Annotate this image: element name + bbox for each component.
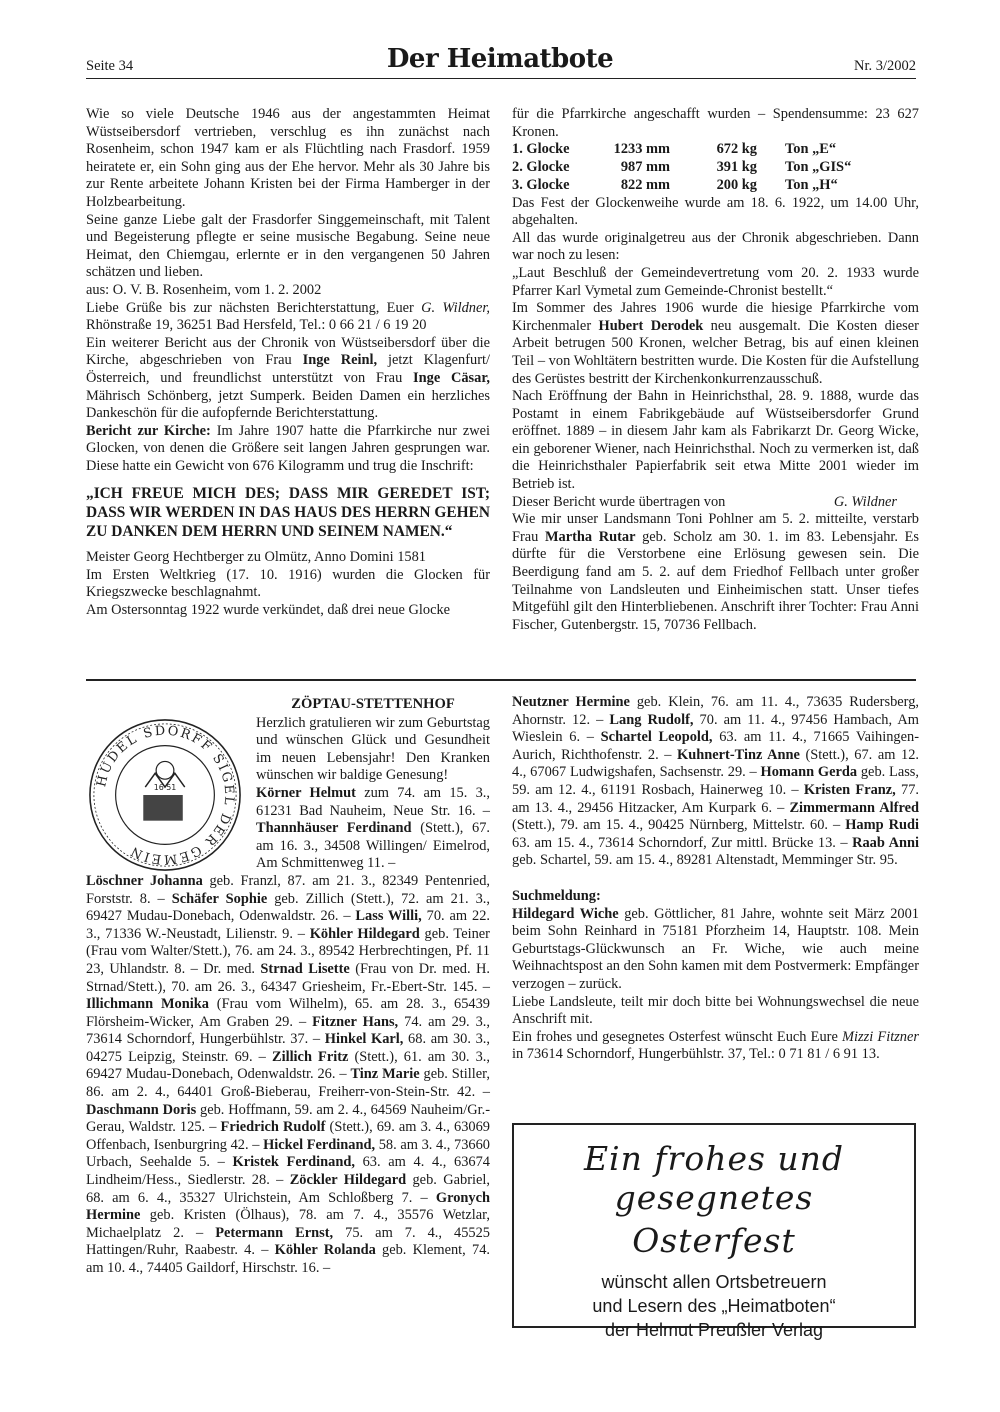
birthday-details: geb. Kristen (Ölhaus), 78. am 7. 4., 35576 Wetzlar, Michaelplatz 2. – (86, 1207, 490, 1241)
birthday-name: Schäfer Sophie (171, 890, 268, 907)
birthday-details: geb. Klement, 74. am 10. 4., 74405 Gaildorf, Hirschstr. 16. – (86, 1242, 490, 1276)
birthday-name: Zimmermann Alfred (789, 799, 919, 816)
birthday-details: geb. Gabriel, 68. am 6. 4., 35327 Ulrichstein, Am Schloßberg 7. – (86, 1172, 490, 1206)
birthday-name: Lang Rudolf, (609, 711, 694, 728)
header-rule (86, 78, 916, 79)
birthday-details: (Stett.), 67. am 16. 3., 34508 Willingen/ Eimelrod, Am Schmittenweg 11. – (256, 820, 490, 872)
article-column-right (512, 106, 919, 634)
paragraph: für die Pfarrkirche angeschafft wurden – Spendensumme: 23 627 Kronen. (512, 106, 919, 140)
birthday-column (86, 696, 490, 1278)
paragraph: Liebe Landsleute, teilt mir doch bitte bei Wohnungswechsel die neue Anschrift mit. (512, 993, 919, 1028)
intro-paragraph: Herzlich gratulieren wir zum Geburtstag und wünschen Glück und Gesundheit im neuen Lebensjahr! Den Kranken wünschen wir baldige Genesung! (256, 714, 490, 784)
birthday-name: Hinkel Karl, (324, 1031, 404, 1048)
page-number: Seite 34 (86, 58, 134, 74)
bell-inscription: „ICH FREUE MICH DES; DASS MIR GEREDET IST; DASS WIR WERDEN IN DAS HAUS DES HERRN GEHEN ZU DANKEN DEM HERRN UND SEINEM NAMEN.“ (86, 485, 490, 540)
birthday-details: zum 74. am 15. 3., 61231 Bad Nauheim, Neue Str. 16. – (256, 784, 490, 819)
paragraph: Das Fest der Glockenweihe wurde am 18. 6. 1922, um 14.00 Uhr, abgehalten. (512, 194, 919, 229)
birthday-name: Hickel Ferdinand, (263, 1136, 376, 1153)
masthead-title: Der Heimatbote (386, 44, 614, 74)
paragraph: Ein frohes und gesegnetes Osterfest wünscht Euch Eure Mizzi Fitzner in 73614 Schorndorf, Hungerbühlstr. 37, Tel.: 0 71 81 / 6 91 13. (512, 1028, 919, 1063)
section-divider (86, 679, 916, 681)
paragraph: Ein weiterer Bericht aus der Chronik von Wüstseibersdorf über die Kirche, abgeschrieben von Frau Inge Reinl, jetzt Klagenfurt/Österreich, und freundlichst unterstützt von Frau Inge Cäsar, Mährisch Schönberg, jetzt Sumperk. Beiden Damen ein herzliches Dankeschön für die aufopfernde Berichterstattung. (86, 334, 490, 422)
birthday-name: Köhler Hildegard (309, 925, 420, 942)
article-column-left (86, 106, 490, 620)
birthday-name: Friedrich Rudolf (220, 1119, 326, 1136)
birthday-details: geb. Franzl, 87. am 21. 3., 82349 Pentenried, Forststr. 8. – (86, 872, 490, 907)
table-row: 1. Glocke 1233 mm 672 kg Ton „E“ (512, 141, 837, 158)
birthday-details: geb. Teiner (Frau vom Walter/Stett.), 76. am 24. 3., 89542 Herbrechtingen, Pf. 11 23, Uhlandstr. 8. – Dr. med. (86, 925, 490, 977)
birthday-name: Homann Gerda (760, 764, 858, 781)
paragraph: Wie mir unser Landsmann Toni Pohlner am 5. 2. mitteilte, verstarb Frau Martha Rutar geb. Scholz am 30. 1. im 83. Lebensjahr. Es dürfte für die Verstorbene eine Erlösung gewesen sein. Die Beerdigung fand am 5. 2. auf dem Friedhof Fellbach unter großer Teilnahme von Landsleuten und Einheimischen statt. Unser tiefes Mitgefühl gilt den Hinterbliebenen. Anschrift ihrer Tochter: Frau Anni Fischer, Gutenbergstr. 15, 70736 Fellbach. (512, 511, 919, 633)
quote: „Laut Beschluß der Gemeindevertretung vom 20. 2. 1933 wurde Pfarrer Karl Vymetal zum Gemeinde-Chronist bestellt.“ (512, 264, 919, 299)
birthday-name: Kuhnert-Tinz Anne (677, 746, 800, 763)
issue-number: Nr. 3/2002 (853, 58, 916, 74)
easter-greeting-box (512, 1123, 916, 1340)
birthday-details: (Stett.), 67. am 12. 4., 67067 Ludwigshafen, Sachsenstr. 29. – (512, 746, 919, 781)
birthday-name: Löschner Johanna (86, 872, 203, 889)
birthday-details: (Stett.), 69. am 3. 4., 63069 Offenbach, Isenburgring 42. – (86, 1119, 491, 1153)
svg-text:HUDEL SDORFF SIGEL DER GEMEIN: HUDEL SDORFF SIGEL DER GEMEIN (94, 723, 237, 867)
birthday-name: Hamp Rudi (845, 817, 920, 834)
table-row: 3. Glocke 822 mm 200 kg Ton „H“ (512, 176, 838, 193)
birthday-details: 70. am 11. 4., 97456 Hambach, Am Wieslein 6. – (512, 711, 919, 746)
birthday-list (86, 785, 490, 1278)
birthday-name: Gronych Hermine (86, 1189, 490, 1224)
birthday-name: Neutzner Hermine (512, 694, 630, 710)
birthday-details: geb. Stiller, 86. am 2. 4., 64401 Groß-Bieberau, Freiherr-von-Stein-Str. 42. – (86, 1066, 490, 1101)
birthday-name: Köhler Rolanda (274, 1242, 376, 1259)
easter-line: und Lesern des „Heimatboten“ (592, 1296, 836, 1316)
birthday-name: Kristen Franz, (803, 781, 896, 798)
section-title: ZÖPTAU-STETTENHOF (291, 696, 455, 712)
paragraph: Wie so viele Deutsche 1946 aus der angestammten Heimat Wüstseibersdorf vertrieben, verschlug es ihn zunächst nach Rosenheim, schon 1947 kam er als Flüchtling nach Frasdorf. 1959 heiratete er, ein Sohn ging aus der Ehe hervor. Mehr als 30 Jahre bis zur Rente arbeitete Johann Kristen bei der Firma Hamberger in der Holzbearbeitung. (86, 106, 490, 210)
birthday-details: 77. am 13. 4., 29456 Hitzacker, Am Kurpark 6. – (512, 781, 919, 816)
birthday-details: 58. am 3. 4., 73660 Urbach, Seehalde 5. – (86, 1136, 491, 1171)
birthday-name: Schartel Leopold, (600, 729, 713, 746)
birthday-name: Fitzner Hans, (312, 1013, 399, 1030)
source-line: aus: O. V. B. Rosenheim, vom 1. 2. 2002 (86, 281, 322, 298)
birthday-details: geb. Schartel, 59. am 15. 4., 89281 Altenstadt, Memminger Str. 95. (512, 852, 898, 869)
birthday-details: (Frau vom Wilhelm), 65. am 28. 3., 65439 Flörsheim-Wicker, Am Graben 29. – (86, 996, 490, 1030)
birthday-details: (Stett.), 61. am 30. 3., 69427 Mudau-Donebach, Odenwaldstr. 26. – (86, 1048, 490, 1083)
birthday-details: 63. am 4. 4., 63674 Lindheim/Hess., Siedlerstr. 28. – (86, 1154, 490, 1189)
birthday-details: geb. Zillich (Stett.), 72. am 21. 3., 69427 Mudau-Donebach, Odenwaldstr. 26. – (86, 890, 490, 925)
birthday-name: Zöckler Hildegard (289, 1172, 407, 1189)
paragraph: Im Ersten Weltkrieg (17. 10. 1916) wurden die Glocken für Kriegszwecke beschlagnahmt. (86, 566, 490, 601)
paragraph: Bericht zur Kirche: Im Jahre 1907 hatte die Pfarrkirche nur zwei Glocken, von denen die Größere seit langen Jahren gesprungen war. Diese hatte ein Gewicht von 676 Kilogramm und trug die Inschrift: (86, 422, 491, 474)
birthday-name: Tinz Marie (350, 1066, 420, 1083)
birthday-details: 63. am 15. 4., 73614 Schorndorf, Zur mittl. Brücke 13. – (512, 834, 853, 851)
easter-script-heading: Ein frohes und gesegnetes (583, 1139, 845, 1217)
paragraph: Seine ganze Liebe galt der Frasdorfer Singgemeinschaft, mit Talent und Begeisterung pflegte er seine musische Begabung. Seine neue Heimat, den Chiemgau, erlernte er in den vergangenen 50 Jahren schätzen und lieben. (86, 211, 490, 281)
birthday-name: Körner Helmut (256, 784, 356, 801)
birthday-details: 70. am 22. 3., 71336 W.-Neustadt, Lilienstr. 9. – (86, 908, 490, 942)
easter-line: wünscht allen Ortsbetreuern (601, 1272, 827, 1292)
birthday-name: Raab Anni (852, 834, 919, 851)
paragraph: Liebe Grüße bis zur nächsten Berichterstattung, Euer G. Wildner, Rhönstraße 19, 36251 Bad Hersfeld, Tel.: 0 66 21 / 6 19 20 (86, 299, 490, 334)
easter-script-subheading: Osterfest (632, 1221, 796, 1260)
birthday-name: Lass Willi, (355, 908, 422, 925)
birthday-details: geb. Lass, 59. am 12. 4., 61191 Rosbach, Hainerweg 10. – (512, 764, 919, 798)
paragraph: Am Ostersonntag 1922 wurde verkündet, daß drei neue Glocke (86, 602, 451, 619)
birthday-details: (Frau von Dr. med. H. Strnad/Stett.), 70. am 26. 3., 64347 Griesheim, Fr.-Ebert-Str. 145. – (86, 960, 491, 995)
birthday-name: Thannhäuser Ferdinand (256, 820, 412, 837)
table-row: 2. Glocke 987 mm 391 kg Ton „GIS“ (512, 158, 852, 175)
birthday-details: 74. am 29. 3., 73614 Schorndorf, Hungerbühlstr. 37. – (86, 1013, 490, 1048)
birthday-name: Petermann Ernst, (215, 1224, 334, 1241)
birthday-column-continued (512, 694, 919, 1064)
paragraph: Nach Eröffnung der Bahn in Heinrichsthal, 28. 9. 1888, wurde das Postamt in einem Fabrikgebäude auf Wüstseibersdorfer Grund eröffnet. 1889 – in diesem Jahr kam als Fabrikarzt Dr. Georg Wicke, ein geborener Wiener, nach Heinrichsthal. Noch zu vermerken ist, daß die Heinrichsthaler Papierfabrik seit etwa Mitte 2001 wieder im Betrieb ist. (512, 388, 919, 493)
easter-line: der Helmut Preußler Verlag (604, 1320, 824, 1340)
birthday-name: Zillich Fritz (271, 1048, 349, 1065)
paragraph: All das wurde originalgetreu aus der Chronik abgeschrieben. Dann war noch zu lesen: (512, 229, 919, 264)
birthday-list-continued (512, 694, 919, 870)
paragraph: Meister Georg Hechtberger zu Olmütz, Anno Domini 1581 (86, 549, 426, 566)
birthday-name: Illichmann Monika (86, 996, 209, 1013)
birthday-details: geb. Klein, 76. am 11. 4., 73635 Rudersberg, Ahornstr. 12. – (512, 694, 919, 728)
search-notice: Hildegard Wiche geb. Göttlicher, 81 Jahre, wohnte seit März 2001 beim Sohn Reinhard in 75181 Pforzheim 14, Hauptstr. 108. Mein Geburtstags-Glückwunsch an Fr. Wiche, wie auch meine Weihnachtspost an den Sohn kamen mit dem Postvermerk: Empfänger verzogen – zurück. (512, 905, 919, 992)
bells-table (512, 141, 851, 194)
search-notice-heading: Suchmeldung: (512, 887, 601, 904)
birthday-details: 63. am 11. 4., 71665 Vaihingen-Aurich, Richthofenstr. 2. – (512, 729, 920, 763)
birthday-details: (Stett.), 79. am 15. 4., 90425 Nürnberg, Mittelstr. 60. – (512, 817, 846, 834)
birthday-name: Strnad Lisette (260, 960, 350, 977)
birthday-details: 68. am 30. 3., 04275 Leipzig, Steinstr. 69. – (86, 1031, 490, 1065)
birthday-name: Kristek Ferdinand, (232, 1154, 355, 1171)
birthday-name: Daschmann Doris (86, 1101, 197, 1118)
paragraph: Im Sommer des Jahres 1906 wurde die hiesige Pfarrkirche vom Kirchenmaler Hubert Derodek neu ausgemalt. Die Kosten dieser Arbeit betrugen 500 Kronen, welcher Betrag, bis auf einen kleinen Teil – von Wohltätern bestritten wurde. Die Kosten für die Aufstellung des Gerüstes bestritt der Kirchenkonkurrenzausschuß. (512, 300, 919, 387)
svg-text:16 51: 16 51 (153, 783, 177, 793)
birthday-details: geb. Hoffmann, 59. am 2. 4., 64569 Nauheim/Gr.-Gerau, Waldstr. 125. – (86, 1101, 490, 1136)
birthday-details: 75. am 7. 4., 45525 Hattingen/Ruhr, Raabestr. 4. – (86, 1224, 491, 1259)
credit-line: Dieser Bericht wurde übertragen von G. Wildner (512, 493, 897, 510)
